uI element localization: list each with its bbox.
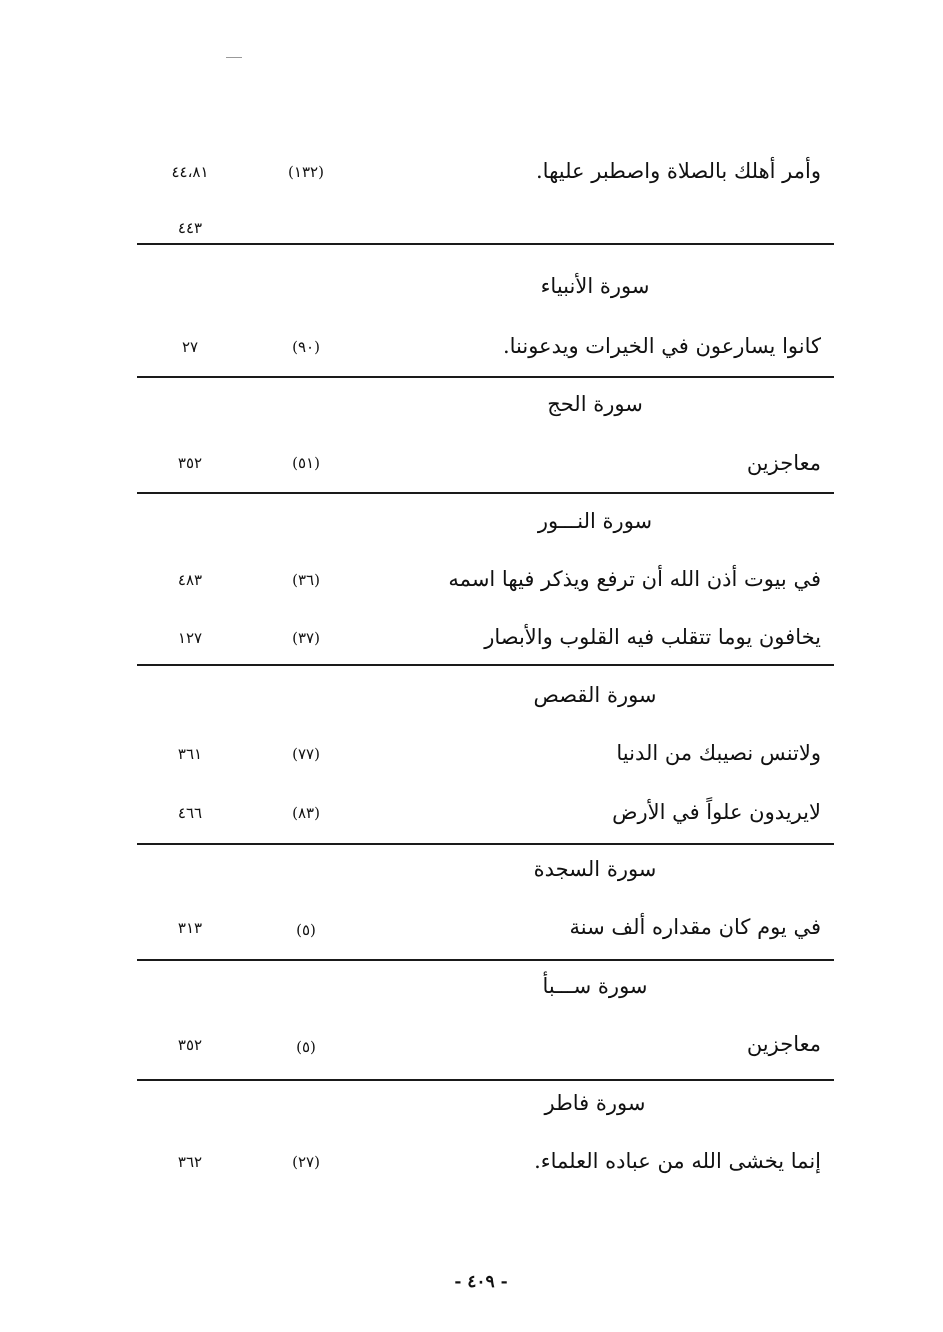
surah-heading: سورة الحج — [547, 392, 643, 416]
page-ref: ٣٦١ — [177, 745, 203, 763]
scan-mark — [226, 57, 242, 58]
verse-text: كانوا يسارعون في الخيرات ويدعوننا. — [502, 334, 821, 358]
verse-text: معاجزين — [746, 1032, 821, 1056]
ayah-number: (٣٧) — [292, 629, 320, 647]
verse-text: لايريدون علواً في الأرض — [612, 800, 821, 824]
verse-text: في بيوت أذن الله أن ترفع ويذكر فيها اسمه — [448, 567, 821, 591]
page-ref: ٣٥٢ — [177, 1036, 203, 1054]
ayah-number: (٥١) — [292, 454, 320, 472]
verse-text: في يوم كان مقداره ألف سنة — [569, 915, 821, 939]
verse-text: ولاتنس نصيبك من الدنيا — [616, 741, 821, 765]
page-ref: ٤٤٣ — [177, 219, 203, 237]
divider — [137, 843, 834, 845]
page-ref: ٢٧ — [181, 338, 199, 356]
page-ref: ٣٥٢ — [177, 454, 203, 472]
ayah-number: (١٣٢) — [288, 163, 324, 181]
verse-text: يخافون يوما تتقلب فيه القلوب والأبصار — [484, 625, 821, 649]
ayah-number: (٥) — [296, 1038, 316, 1056]
ayah-number: (٨٣) — [292, 804, 320, 822]
page-ref: ٤٨٣ — [177, 571, 203, 589]
verse-text: معاجزين — [746, 451, 821, 475]
surah-heading: سورة ســـبأ — [542, 974, 648, 998]
divider — [137, 243, 834, 245]
surah-heading: سورة فاطر — [544, 1091, 646, 1115]
divider — [137, 492, 834, 494]
surah-heading: سورة الأنبياء — [540, 274, 650, 298]
divider — [137, 1079, 834, 1081]
page-ref: ٣١٣ — [177, 919, 203, 937]
surah-heading: سورة القصص — [533, 683, 657, 707]
page-ref: ٤٤،٨١ — [171, 163, 209, 181]
page-number: - ٤٠٩ - — [454, 1272, 508, 1292]
surah-heading: سورة النـــور — [537, 509, 653, 533]
page-ref: ١٢٧ — [177, 629, 203, 647]
divider — [137, 376, 834, 378]
ayah-number: (٢٧) — [292, 1153, 320, 1171]
ayah-number: (٧٧) — [292, 745, 320, 763]
ayah-number: (٩٠) — [292, 338, 320, 356]
verse-text: إنما يخشى الله من عباده العلماء. — [534, 1149, 821, 1173]
ayah-number: (٣٦) — [292, 571, 320, 589]
verse-text: وأمر أهلك بالصلاة واصطبر عليها. — [536, 159, 821, 183]
page-ref: ٣٦٢ — [177, 1153, 203, 1171]
page-ref: ٤٦٦ — [177, 804, 203, 822]
ayah-number: (٥) — [296, 921, 316, 939]
divider — [137, 664, 834, 666]
divider — [137, 959, 834, 961]
surah-heading: سورة السجدة — [533, 857, 657, 881]
